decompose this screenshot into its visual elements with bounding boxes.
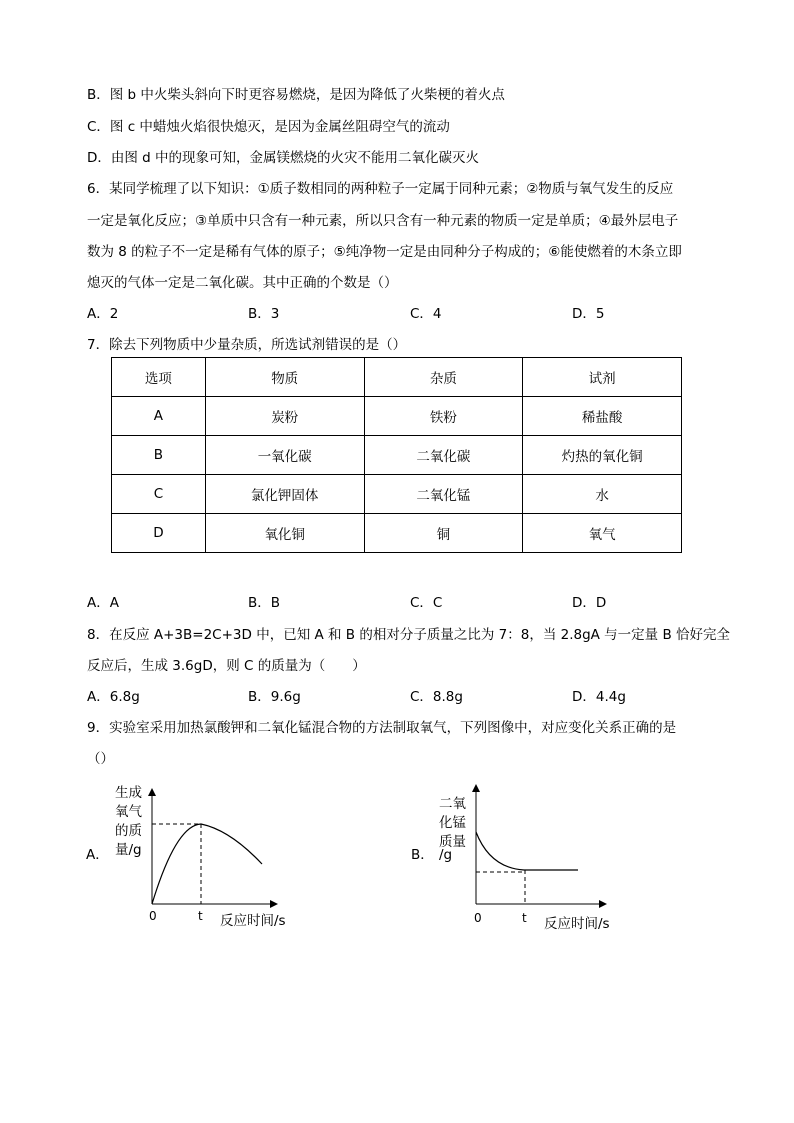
table-header-cell: 选项 [112,358,206,397]
table-cell: 氧化铜 [205,514,364,553]
q6-option-c: C．4 [410,306,442,322]
table-cell: 二氧化碳 [364,436,523,475]
table-cell: 灼热的氧化铜 [523,436,682,475]
graph-a-option-label: A． [86,847,109,863]
q7-option-c: C．C [410,595,443,611]
graph-b-ylabel-line: 化锰 [439,815,466,831]
table-cell: 稀盐酸 [523,397,682,436]
table-cell: 炭粉 [205,397,364,436]
graph-b-ylabel-line: 二氧 [439,796,466,812]
q7-option-a: A．A [87,595,119,611]
q6-stem-line-3: 数为 8 的粒子不一定是稀有气体的原子；⑤纯净物一定是由同种分子构成的；⑥能使燃着的木条立即 [87,244,682,260]
q8-option-a: A．6.8g [87,689,140,705]
table-cell: 水 [523,475,682,514]
graph-b-ylabel-line: /g [439,847,453,863]
table-row [112,514,682,553]
q6-option-b: B．3 [248,306,280,322]
table-row [112,397,682,436]
table-row [112,436,682,475]
table-header-cell: 杂质 [364,358,523,397]
graph-b-curve [476,832,578,870]
graph-b-origin-label: 0 [474,911,482,925]
q8-option-c: C．8.8g [410,689,463,705]
graph-a-ylabel-line: 氧气 [115,804,142,820]
q8-option-d: D．4.4g [572,689,626,705]
q6-option-d: D．5 [572,306,605,322]
q6-stem-line-2: 一定是氧化反应；③单质中只含有一种元素，所以只含有一种元素的物质一定是单质；④最外层电子 [87,213,679,229]
table-header-cell: 物质 [205,358,364,397]
graph-a-xlabel: 反应时间/s [220,913,286,929]
graph-a-ylabel-line: 生成 [115,785,142,801]
table-cell: 氯化钾固体 [205,475,364,514]
q7-table [111,357,682,553]
graph-b [400,780,640,940]
graph-a-ylabel-line: 量/g [115,842,142,858]
table-cell: D [112,514,206,553]
table-row [112,475,682,514]
graph-a-curve [152,824,262,904]
q6-stem-line-1: 6．某同学梳理了以下知识：①质子数相同的两种粒子一定属于同种元素；②物质与氧气发生的反应 [87,181,674,197]
table-cell: 铜 [364,514,523,553]
table-cell: 二氧化锰 [364,475,523,514]
graph-b-ylabel-line: 质量 [439,834,466,850]
q8-option-b: B．9.6g [248,689,301,705]
q9-stem-line-2: （） [87,751,114,767]
graph-b-xlabel: 反应时间/s [544,916,610,932]
table-cell: 铁粉 [364,397,523,436]
graph-b-option-label: B． [411,847,434,863]
q6-option-a: A．2 [87,306,119,322]
graph-a [80,780,320,940]
q9-stem-line-1: 9．实验室采用加热氯酸钾和二氧化锰混合物的方法制取氧气，下列图像中，对应变化关系正确的是 [87,720,677,736]
graph-a-tick-label: t [198,909,203,923]
table-cell: B [112,436,206,475]
table-header-row [112,358,682,397]
q7-option-d: D．D [572,595,607,611]
q5-option-c: C．图 c 中蜡烛火焰很快熄灭，是因为金属丝阻碍空气的流动 [87,119,450,135]
q8-stem-line-2: 反应后，生成 3.6gD，则 C 的质量为（ ） [87,658,366,674]
table-cell: C [112,475,206,514]
q5-option-d: D．由图 d 中的现象可知，金属镁燃烧的火灾不能用二氧化碳灭火 [87,150,480,166]
q7-stem: 7．除去下列物质中少量杂质，所选试剂错误的是（） [87,337,407,353]
table-cell: 一氧化碳 [205,436,364,475]
q5-option-b: B．图 b 中火柴头斜向下时更容易燃烧，是因为降低了火柴梗的着火点 [87,87,505,103]
graph-a-origin-label: 0 [149,909,157,923]
table-cell: 氧气 [523,514,682,553]
graph-b-tick-label: t [522,911,527,925]
q7-option-b: B．B [248,595,281,611]
q8-stem-line-1: 8．在反应 A+3B=2C+3D 中，已知 A 和 B 的相对分子质量之比为 7：8，当 2.8gA 与一定量 B 恰好完全 [87,627,731,643]
q6-stem-line-4: 熄灭的气体一定是二氧化碳。其中正确的个数是（） [87,275,398,291]
table-cell: A [112,397,206,436]
table-header-cell: 试剂 [523,358,682,397]
graph-a-ylabel-line: 的质 [115,823,142,839]
